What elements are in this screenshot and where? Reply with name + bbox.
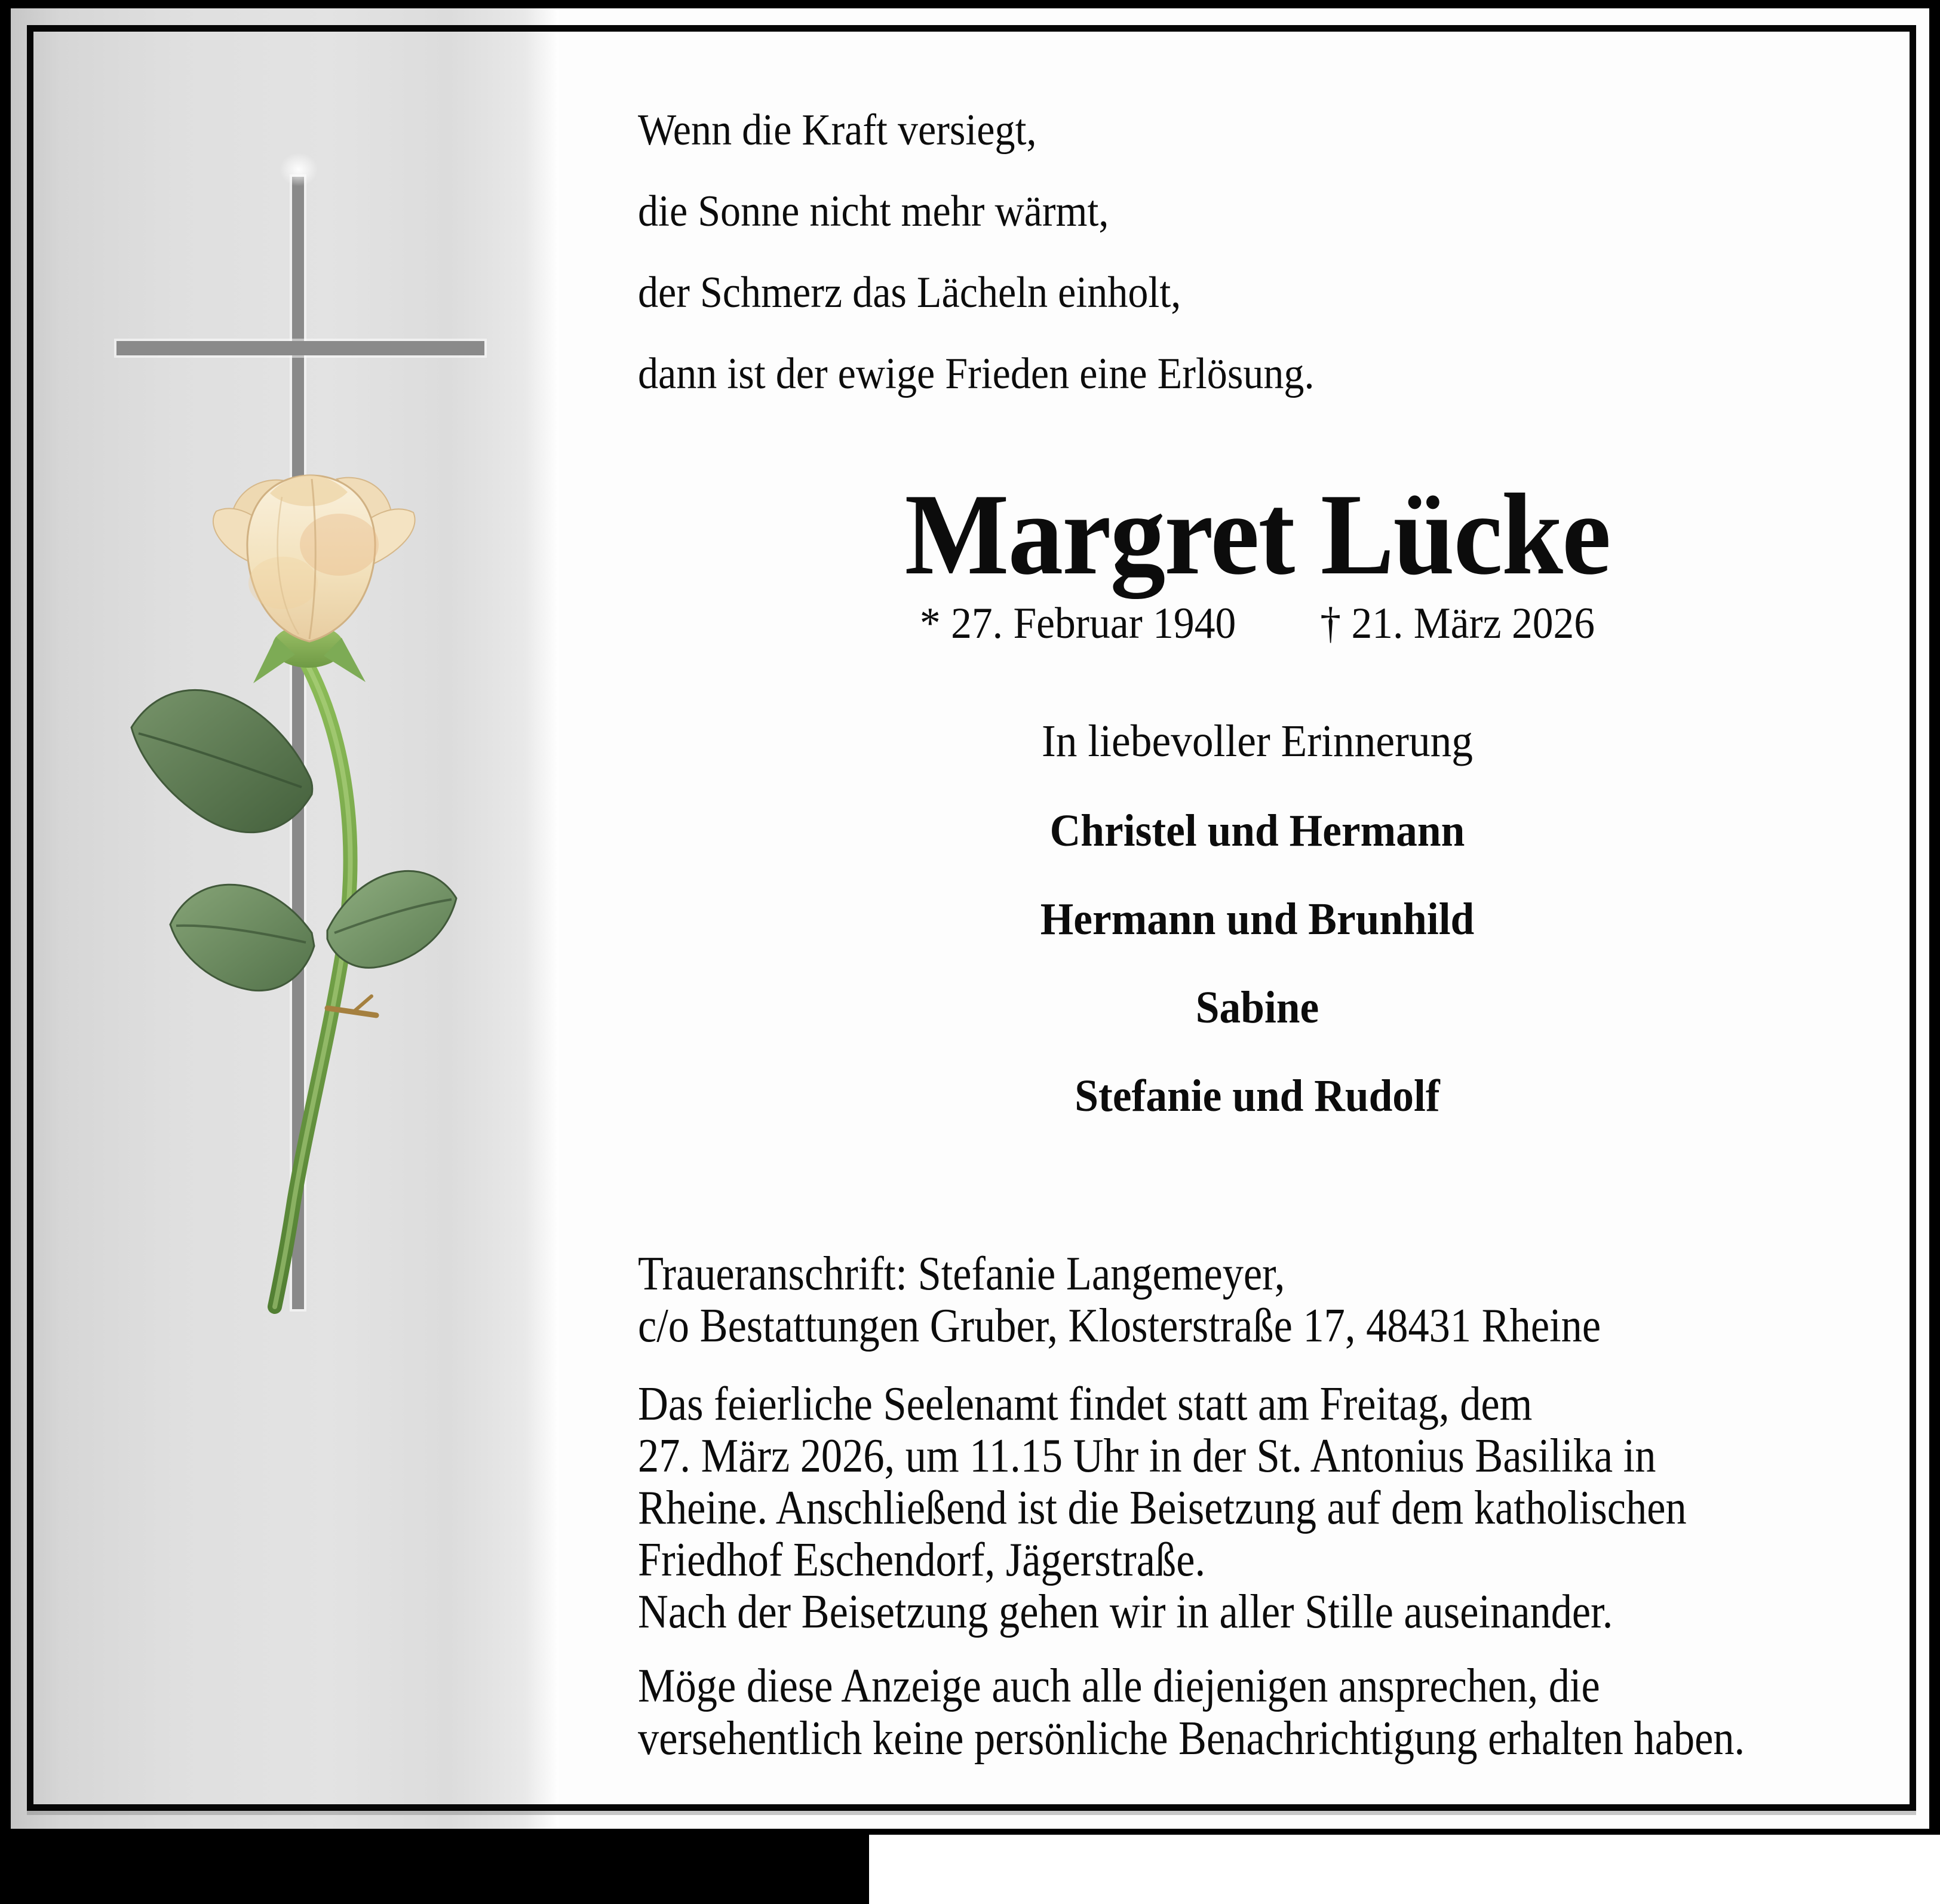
service-line: Nach der Beisetzung gehen wir in aller Stille auseinander. (638, 1586, 1613, 1638)
poem-line: die Sonne nicht mehr wärmt, (638, 187, 1109, 236)
deceased-name: Margret Lücke (904, 470, 1610, 599)
service-line: Rheine. Anschließend ist die Beisetzung auf dem katholischen (638, 1482, 1687, 1534)
poem-line: Wenn die Kraft versiegt, (638, 106, 1037, 155)
mourning-address (638, 1248, 1601, 1352)
service-line: 27. März 2026, um 11.15 Uhr in der St. Antonius Basilika in (638, 1430, 1656, 1482)
service-line: Das feierliche Seelenamt findet statt am Freitag, dem (638, 1378, 1533, 1430)
birth-date: * 27. Februar 1940 (919, 599, 1236, 648)
mourner-line: Hermann und Brunhild (1040, 894, 1475, 944)
memorial-intro: In liebevoller Erinnerung (1041, 716, 1474, 766)
mourner-line: Sabine (1195, 982, 1319, 1033)
closing-line: Möge diese Anzeige auch alle diejenigen ansprechen, die (638, 1660, 1600, 1712)
opening-verse (638, 90, 1314, 414)
life-dates (623, 598, 1892, 649)
poem-line: dann ist der ewige Frieden eine Erlösung. (638, 349, 1315, 398)
service-details (638, 1378, 1687, 1638)
mourner-line: Stefanie und Rudolf (1075, 1071, 1440, 1121)
closing-note (638, 1660, 1745, 1765)
poem-line: der Schmerz das Lächeln einholt, (638, 268, 1181, 317)
address-line: Traueranschrift: Stefanie Langemeyer, (638, 1248, 1285, 1300)
closing-line: versehentlich keine persönliche Benachrichtigung erhalten haben. (638, 1712, 1745, 1765)
address-line: c/o Bestattungen Gruber, Klosterstraße 17, 48431 Rheine (638, 1300, 1601, 1352)
death-date: † 21. März 2026 (1320, 599, 1595, 648)
adjacent-page-area (869, 1835, 1940, 1904)
mourner-line: Christel und Hermann (1049, 806, 1465, 856)
service-line: Friedhof Eschendorf, Jägerstraße. (638, 1534, 1206, 1586)
